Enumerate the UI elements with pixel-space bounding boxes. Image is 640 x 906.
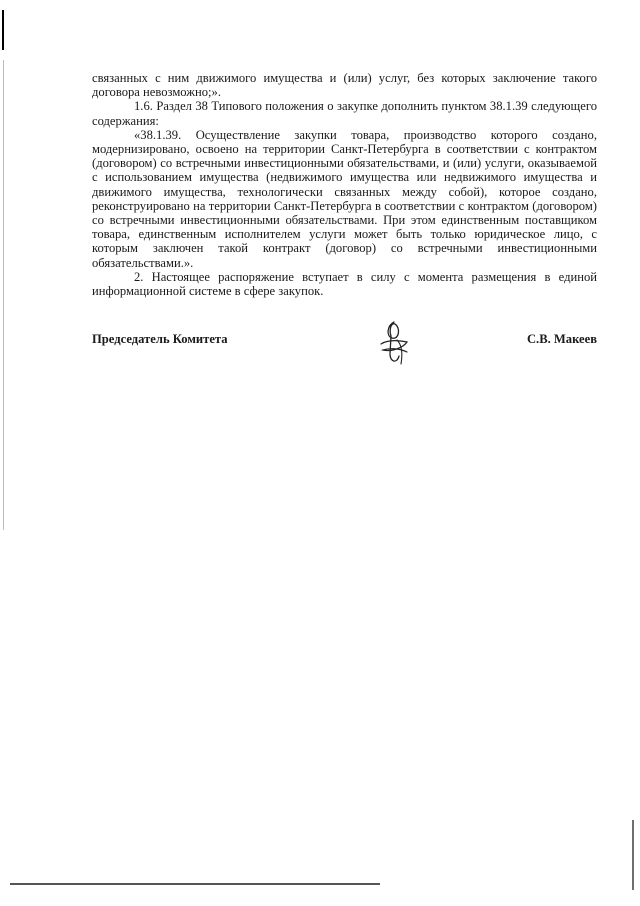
signatory-name: С.В. Макеев	[526, 332, 597, 346]
paragraph-38-1-39: «38.1.39. Осуществление закупки товара, производство которого создано, модернизировано, освоено на территории Санкт-Петербурга в соответствии с контрактом (договором) со встречными инвестиционными обязательствами, и (или) услуги, оказываемой с использованием имущества (недвижимого имущества или недвижимого имущества и движимого имущества, технологически связанных между собой), которое создано, реконструировано на территории Санкт-Петербурга в соответствии с контрактом (договором) со встречными инвестиционными обязательствами. При этом единственным поставщиком товара, единственным исполнителем услуги может быть только юридическое лицо, с которым заключен такой контракт (договор) со встречными инвестиционными обязательствами.».	[92, 127, 597, 270]
document-body	[92, 71, 597, 298]
scan-edge-mark	[2, 10, 4, 50]
paragraph-1-6: 1.6. Раздел 38 Типового положения о закупке дополнить пунктом 38.1.39 следующего содержания:	[92, 99, 597, 128]
scan-bottom-line	[10, 883, 380, 885]
signatory-title: Председатель Комитета	[92, 332, 228, 346]
paragraph-continuation: связанных с ним движимого имущества и (или) услуг, без которых заключение такого договора невозможно;».	[92, 71, 597, 100]
scan-edge-line	[3, 60, 4, 530]
signature-block	[92, 332, 597, 372]
scan-edge-mark-right	[632, 820, 634, 890]
handwritten-signature	[377, 318, 413, 370]
paragraph-2: 2. Настоящее распоряжение вступает в силу с момента размещения в единой информационной системе в сфере закупок.	[92, 269, 597, 299]
